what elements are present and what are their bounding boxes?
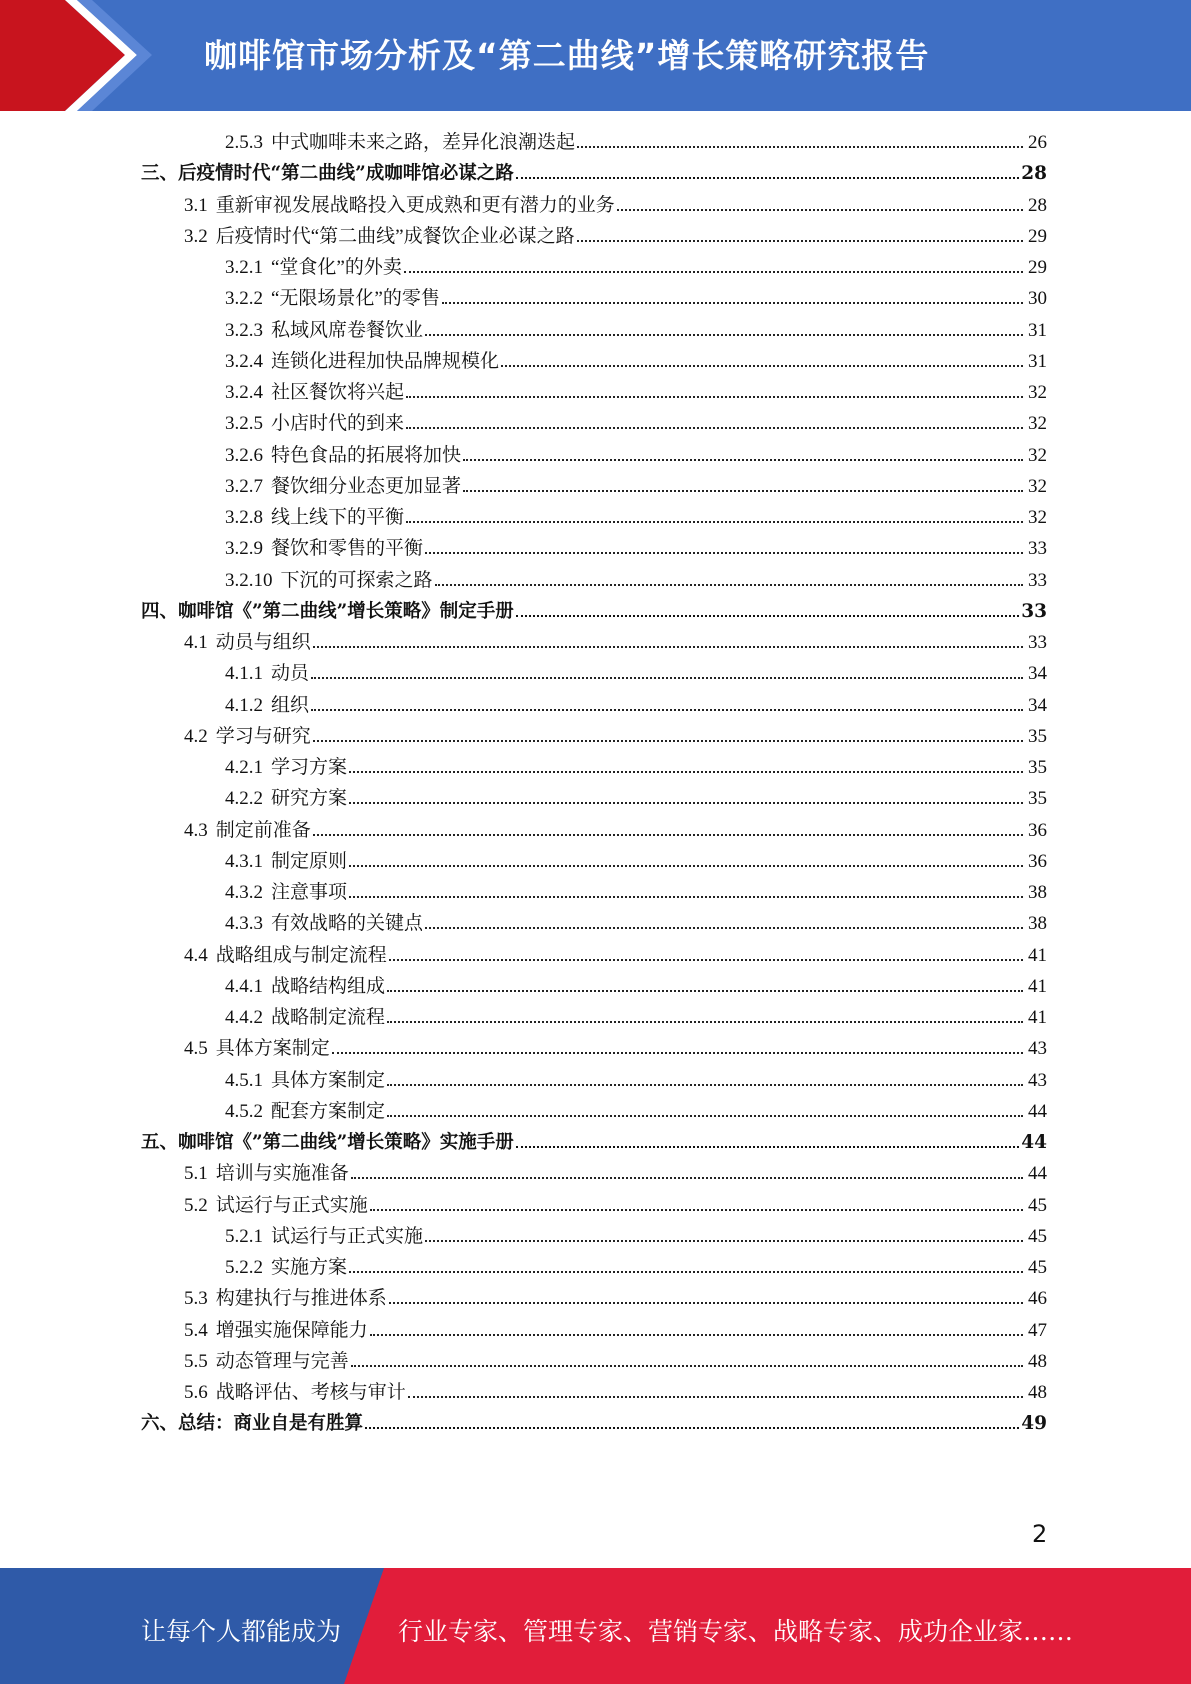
toc-dot-leader xyxy=(442,302,1023,304)
toc-dot-leader xyxy=(349,896,1023,898)
toc-entry-page: 31 xyxy=(1028,350,1047,372)
toc-entry[interactable] xyxy=(225,846,1047,877)
toc-dot-leader xyxy=(389,959,1023,961)
toc-dot-leader xyxy=(404,271,1023,273)
toc-entry-page: 38 xyxy=(1028,913,1047,935)
toc-entry-title: 学习方案 xyxy=(271,757,348,778)
toc-entry-page: 33 xyxy=(1028,632,1047,653)
toc-entry-number: 3.2.1 xyxy=(225,257,263,278)
toc-dot-leader xyxy=(387,1021,1023,1023)
toc-dot-leader xyxy=(349,802,1023,804)
toc-dot-leader xyxy=(313,740,1023,742)
toc-entry[interactable] xyxy=(225,1221,1047,1252)
toc-entry-title: 注意事项 xyxy=(271,882,348,903)
toc-entry-number: 5.4 xyxy=(184,1319,208,1341)
toc-entry-number: 3.2.3 xyxy=(225,319,263,341)
toc-entry-title: 战略制定流程 xyxy=(271,1007,386,1028)
toc-entry-title: “无限场景化”的零售 xyxy=(271,288,440,310)
toc-dot-leader xyxy=(351,1365,1023,1367)
toc-entry-title: 私域风席卷餐饮业 xyxy=(271,319,424,341)
toc-entry[interactable] xyxy=(225,127,1047,158)
toc-entry-number: 5.5 xyxy=(184,1350,208,1372)
page-footer xyxy=(0,1568,1191,1684)
toc-entry-title: 餐饮和零售的平衡 xyxy=(271,538,424,560)
toc-entry-page: 35 xyxy=(1028,725,1047,747)
toc-entry-title: 组织 xyxy=(271,694,310,716)
toc-dot-leader xyxy=(387,990,1023,992)
toc-entry[interactable] xyxy=(225,377,1047,408)
toc-dot-leader xyxy=(406,521,1023,523)
toc-entry-title: 特色食品的拓展将加快 xyxy=(271,444,462,466)
toc-entry-page: 32 xyxy=(1028,475,1047,497)
toc-entry-page: 43 xyxy=(1028,1038,1047,1060)
toc-entry-title: 重新审视发展战略投入更成熟和更有潜力的业务 xyxy=(215,194,615,216)
toc-entry-number: 4.1 xyxy=(184,632,208,653)
toc-entry-title: 构建执行与推进体系 xyxy=(215,1288,387,1310)
toc-entry-page: 47 xyxy=(1028,1319,1047,1341)
toc-entry-page: 35 xyxy=(1028,788,1047,810)
toc-entry[interactable] xyxy=(184,1158,1047,1189)
toc-entry-number: 4.3 xyxy=(184,819,208,841)
toc-entry-title: 制定前准备 xyxy=(215,819,311,841)
toc-entry[interactable] xyxy=(225,502,1047,533)
toc-entry-number: 5.2.2 xyxy=(225,1257,263,1278)
toc-entry[interactable] xyxy=(184,221,1047,252)
toc-entry-number: 5.6 xyxy=(184,1382,208,1403)
toc-entry[interactable] xyxy=(225,408,1047,439)
toc-entry-title: 动员与组织 xyxy=(215,632,311,653)
toc-dot-leader xyxy=(349,1271,1023,1273)
toc-entry-title: 中式咖啡未来之路，差异化浪潮迭起 xyxy=(271,132,576,153)
toc-entry[interactable] xyxy=(225,752,1047,783)
toc-entry[interactable] xyxy=(141,596,1047,627)
toc-entry-number: 4.5.2 xyxy=(225,1100,263,1122)
toc-entry-title: 具体方案制定 xyxy=(215,1038,330,1060)
toc-entry[interactable] xyxy=(184,627,1047,658)
toc-entry[interactable] xyxy=(225,283,1047,314)
toc-entry-page: 29 xyxy=(1028,225,1047,247)
toc-entry-title: 战略评估、考核与审计 xyxy=(215,1382,406,1403)
toc-entry[interactable] xyxy=(184,940,1047,971)
toc-entry-number: 3.2.6 xyxy=(225,444,263,466)
toc-entry-number: 3.2.4 xyxy=(225,382,263,403)
toc-entry-title: 餐饮细分业态更加显著 xyxy=(271,475,462,497)
toc-dot-leader xyxy=(463,490,1023,492)
toc-entry-title: 六、总结：商业自是有胜算 xyxy=(141,1413,364,1435)
toc-entry-title: 连锁化进程加快品牌规模化 xyxy=(271,350,500,372)
toc-entry-page: 31 xyxy=(1028,319,1047,341)
toc-entry-number: 4.2.1 xyxy=(225,757,263,778)
toc-entry-title: 社区餐饮将兴起 xyxy=(271,382,405,403)
toc-entry-page: 44 xyxy=(1028,1163,1047,1185)
toc-dot-leader xyxy=(463,459,1023,461)
toc-dot-leader xyxy=(516,1146,1019,1148)
toc-entry[interactable] xyxy=(184,1190,1047,1221)
toc-entry-title: 四、咖啡馆《”第二曲线”增长策略》制定手册 xyxy=(141,600,514,622)
toc-entry-title: 研究方案 xyxy=(271,788,348,810)
toc-entry-number: 5.3 xyxy=(184,1288,208,1310)
toc-entry[interactable] xyxy=(225,877,1047,908)
page-number: 2 xyxy=(1032,1520,1048,1548)
toc-entry-page: 33 xyxy=(1028,569,1047,591)
toc-entry[interactable] xyxy=(225,1065,1047,1096)
toc-dot-leader xyxy=(435,584,1023,586)
toc-entry-page: 34 xyxy=(1028,694,1047,716)
toc-entry-title: 试运行与正式实施 xyxy=(271,1225,424,1247)
toc-entry[interactable] xyxy=(184,1283,1047,1314)
toc-entry[interactable] xyxy=(225,346,1047,377)
toc-entry-title: 培训与实施准备 xyxy=(215,1163,349,1185)
toc-entry[interactable] xyxy=(225,1252,1047,1283)
toc-entry-page: 33 xyxy=(1028,538,1047,560)
toc-entry-number: 4.4.2 xyxy=(225,1007,263,1028)
toc-dot-leader xyxy=(501,365,1023,367)
toc-dot-leader xyxy=(311,677,1023,679)
toc-entry-number: 4.1.1 xyxy=(225,663,263,685)
toc-entry[interactable] xyxy=(225,658,1047,689)
toc-entry[interactable] xyxy=(225,471,1047,502)
document-title: 咖啡馆市场分析及“第二曲线”增长策略研究报告 xyxy=(204,36,930,75)
toc-entry-title: 学习与研究 xyxy=(215,725,311,747)
toc-dot-leader xyxy=(387,1084,1023,1086)
toc-entry[interactable] xyxy=(141,158,1047,189)
toc-entry-number: 5.1 xyxy=(184,1163,208,1185)
toc-entry-title: 下沉的可探索之路 xyxy=(280,569,433,591)
toc-entry-page: 45 xyxy=(1028,1194,1047,1216)
page-header xyxy=(0,0,1191,111)
toc-entry[interactable] xyxy=(141,1408,1047,1439)
toc-dot-leader xyxy=(365,1427,1019,1429)
toc-entry-page: 41 xyxy=(1028,944,1047,966)
toc-dot-leader xyxy=(332,1052,1023,1054)
toc-entry-page: 33 xyxy=(1021,600,1047,622)
toc-entry-title: 实施方案 xyxy=(271,1257,348,1278)
toc-entry[interactable] xyxy=(184,1315,1047,1346)
toc-entry-title: 三、后疫情时代“第二曲线”成咖啡馆必谋之路 xyxy=(141,163,514,185)
toc-entry-title: 五、咖啡馆《”第二曲线”增长策略》实施手册 xyxy=(141,1132,514,1153)
toc-entry[interactable] xyxy=(225,971,1047,1002)
toc-dot-leader xyxy=(516,615,1019,617)
toc-entry-page: 46 xyxy=(1028,1288,1047,1310)
toc-entry-title: 增强实施保障能力 xyxy=(215,1319,368,1341)
toc-entry-page: 48 xyxy=(1028,1382,1047,1403)
toc-entry-number: 3.2.8 xyxy=(225,507,263,528)
toc-entry-title: 动态管理与完善 xyxy=(215,1350,349,1372)
toc-entry-number: 3.2.10 xyxy=(225,569,273,591)
toc-dot-leader xyxy=(311,709,1023,711)
toc-entry-number: 4.5.1 xyxy=(225,1069,263,1091)
toc-entry-page: 34 xyxy=(1028,663,1047,685)
footer-slogan-left: 让每个人都能成为 xyxy=(141,1617,342,1646)
toc-entry[interactable] xyxy=(184,1346,1047,1377)
toc-dot-leader xyxy=(349,771,1023,773)
toc-entry-title: 战略结构组成 xyxy=(271,975,386,997)
toc-dot-leader xyxy=(617,209,1023,211)
toc-entry-title: 线上线下的平衡 xyxy=(271,507,405,528)
toc-dot-leader xyxy=(425,927,1023,929)
toc-entry[interactable] xyxy=(141,1127,1047,1158)
toc-entry-title: 动员 xyxy=(271,663,310,685)
toc-entry-number: 3.2.4 xyxy=(225,350,263,372)
toc-entry-number: 4.2 xyxy=(184,725,208,747)
toc-entry[interactable] xyxy=(225,908,1047,939)
toc-entry-page: 49 xyxy=(1021,1413,1047,1435)
toc-entry[interactable] xyxy=(184,721,1047,752)
toc-dot-leader xyxy=(351,1177,1023,1179)
toc-entry[interactable] xyxy=(225,440,1047,471)
toc-entry[interactable] xyxy=(225,783,1047,814)
toc-entry[interactable] xyxy=(184,190,1047,221)
toc-entry-page: 35 xyxy=(1028,757,1047,778)
toc-dot-leader xyxy=(349,865,1023,867)
toc-entry-number: 4.1.2 xyxy=(225,694,263,716)
toc-entry-number: 4.3.1 xyxy=(225,850,263,872)
footer-slogan-right: 行业专家、管理专家、营销专家、战略专家、成功企业家…… xyxy=(398,1617,1074,1646)
toc-entry-number: 4.2.2 xyxy=(225,788,263,810)
toc-entry-number: 5.2.1 xyxy=(225,1225,263,1247)
toc-dot-leader xyxy=(370,1334,1023,1336)
toc-entry-page: 41 xyxy=(1028,1007,1047,1028)
toc-dot-leader xyxy=(577,146,1023,148)
toc-entry-page: 41 xyxy=(1028,975,1047,997)
toc-entry-number: 4.4.1 xyxy=(225,975,263,997)
toc-entry[interactable] xyxy=(225,252,1047,283)
toc-entry[interactable] xyxy=(184,1033,1047,1064)
toc-dot-leader xyxy=(516,177,1019,179)
toc-entry-page: 48 xyxy=(1028,1350,1047,1372)
toc-entry-page: 29 xyxy=(1028,257,1047,278)
toc-entry[interactable] xyxy=(225,533,1047,564)
toc-entry[interactable] xyxy=(225,1096,1047,1127)
toc-entry-number: 3.2.2 xyxy=(225,288,263,310)
toc-entry-page: 28 xyxy=(1028,194,1047,216)
toc-entry-number: 4.3.3 xyxy=(225,913,263,935)
toc-entry[interactable] xyxy=(225,690,1047,721)
toc-entry-number: 4.4 xyxy=(184,944,208,966)
toc-entry-page: 26 xyxy=(1028,132,1047,153)
toc-entry-page: 45 xyxy=(1028,1257,1047,1278)
toc-entry-number: 2.5.3 xyxy=(225,132,263,153)
toc-entry-number: 4.3.2 xyxy=(225,882,263,903)
toc-entry-title: 战略组成与制定流程 xyxy=(215,944,387,966)
toc-entry-title: 制定原则 xyxy=(271,850,348,872)
toc-entry-title: 小店时代的到来 xyxy=(271,413,405,435)
toc-dot-leader xyxy=(425,334,1023,336)
toc-entry-page: 43 xyxy=(1028,1069,1047,1091)
toc-entry-title: “堂食化”的外卖 xyxy=(271,257,402,278)
toc-dot-leader xyxy=(389,1302,1023,1304)
toc-entry-page: 36 xyxy=(1028,850,1047,872)
toc-entry-page: 28 xyxy=(1021,163,1047,185)
toc-entry-title: 有效战略的关键点 xyxy=(271,913,424,935)
toc-entry-page: 44 xyxy=(1028,1100,1047,1122)
toc-entry[interactable] xyxy=(225,315,1047,346)
toc-entry-page: 32 xyxy=(1028,413,1047,435)
toc-entry-title: 试运行与正式实施 xyxy=(215,1194,368,1216)
toc-dot-leader xyxy=(408,1396,1023,1398)
toc-entry-page: 30 xyxy=(1028,288,1047,310)
toc-entry[interactable] xyxy=(225,565,1047,596)
toc-dot-leader xyxy=(425,552,1023,554)
toc-entry-title: 配套方案制定 xyxy=(271,1100,386,1122)
toc-entry-number: 3.2.7 xyxy=(225,475,263,497)
toc-dot-leader xyxy=(313,834,1023,836)
toc-dot-leader xyxy=(406,396,1023,398)
toc-entry-number: 3.2.5 xyxy=(225,413,263,435)
toc-entry[interactable] xyxy=(225,1002,1047,1033)
toc-entry[interactable] xyxy=(184,815,1047,846)
toc-entry-title: 具体方案制定 xyxy=(271,1069,386,1091)
toc-entry-page: 32 xyxy=(1028,444,1047,466)
toc-entry-title: 后疫情时代“第二曲线”成餐饮企业必谋之路 xyxy=(215,225,575,247)
toc-entry-page: 44 xyxy=(1021,1132,1047,1153)
toc-entry-number: 3.2.9 xyxy=(225,538,263,560)
toc-entry[interactable] xyxy=(184,1377,1047,1408)
toc-entry-page: 32 xyxy=(1028,382,1047,403)
toc-dot-leader xyxy=(425,1240,1023,1242)
toc-entry-page: 36 xyxy=(1028,819,1047,841)
toc-entry-number: 4.5 xyxy=(184,1038,208,1060)
toc-dot-leader xyxy=(313,646,1023,648)
toc-entry-page: 38 xyxy=(1028,882,1047,903)
toc-dot-leader xyxy=(370,1209,1023,1211)
toc-dot-leader xyxy=(406,427,1023,429)
toc-entry-page: 45 xyxy=(1028,1225,1047,1247)
toc-entry-number: 3.2 xyxy=(184,225,208,247)
toc-dot-leader xyxy=(387,1115,1023,1117)
toc-entry-number: 3.1 xyxy=(184,194,208,216)
toc-entry-page: 32 xyxy=(1028,507,1047,528)
toc-dot-leader xyxy=(577,240,1023,242)
toc-entry-number: 5.2 xyxy=(184,1194,208,1216)
